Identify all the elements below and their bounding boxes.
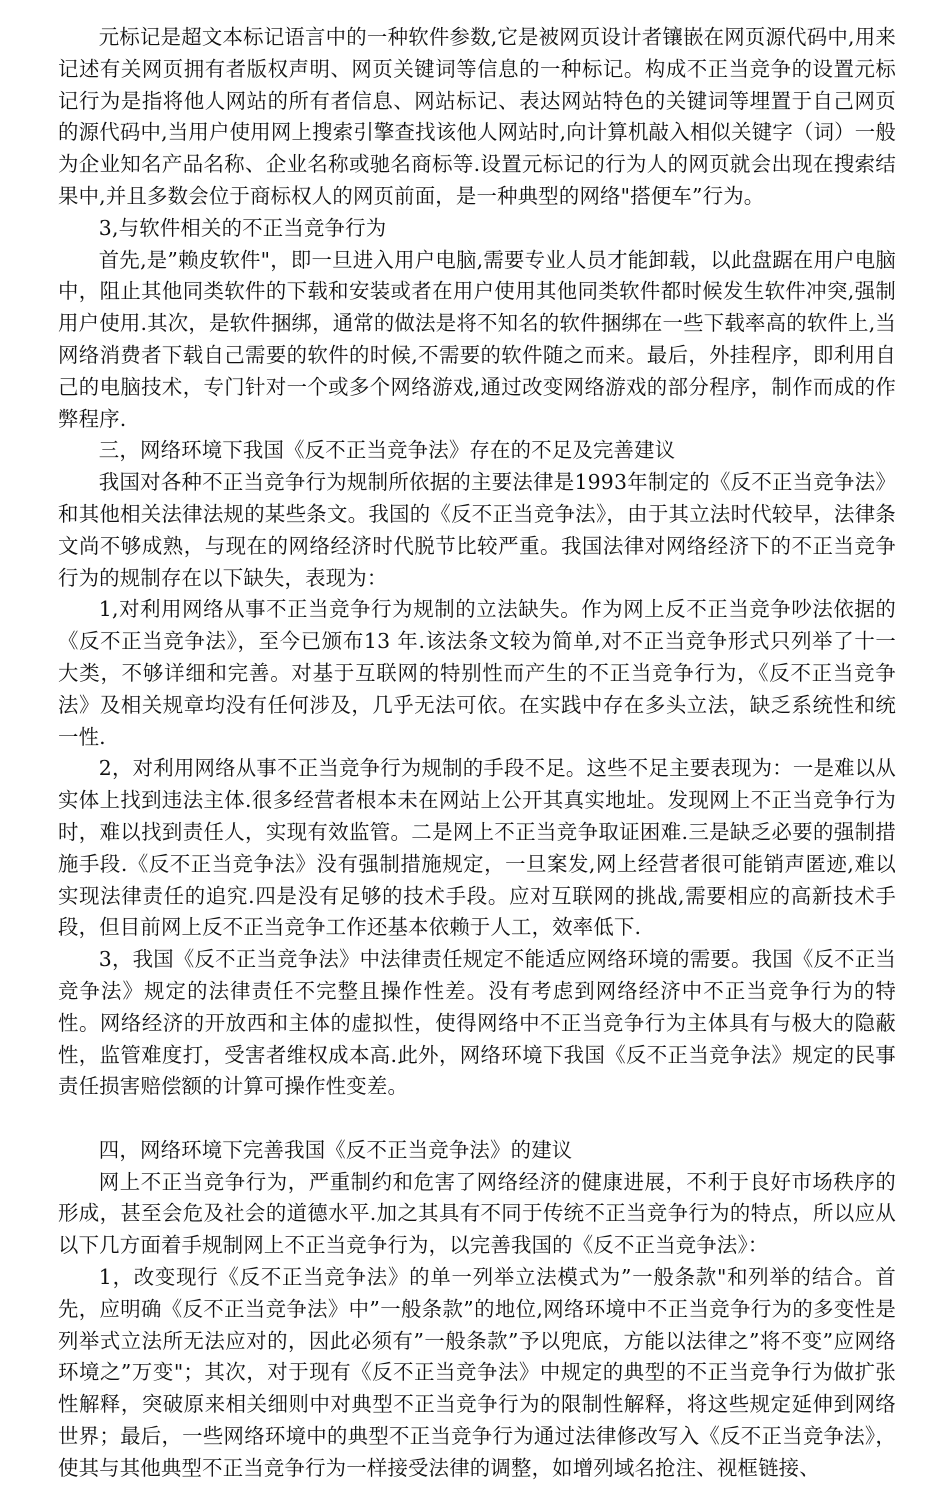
section-heading-four: 四，网络环境下完善我国《反不正当竞争法》的建议 [98, 1137, 573, 1162]
paragraph-point-three: 3，我国《反不正当竞争法》中法律责任规定不能适应网络环境的需要。我国《反不正当竞争法》规定的法律责任不完整且操作性差。没有考虑到网络经济中不正当竞争行为的特性。网络经济的开放西和主体的虚拟性，使得网络中不正当竞争行为主体具有与极大的隐蔽性，监管难度打，受害者维权成本高.此外，网络环境下我国《反不正当竞争法》规定的民事责任损害赔偿额的计算可操作性变差。 [58, 947, 896, 1099]
paragraph-meta-tags: 元标记是超文本标记语言中的一种软件参数,它是被网页设计者镶嵌在网页源代码中,用来记述有关网页拥有者版权声明、网页关键词等信息的一种标记。构成不正当竞争的设置元标记行为是指将他人网站的所有者信息、网站标记、表达网站特色的关键词等埋置于自己网页的源代码中,当用户使用网上搜索引擎查找该他人网站时,向计算机敲入相似关键字（词）一般为企业知名产品名称、企业名称或驰名商标等.设置元标记的行为人的网页就会出现在搜索结果中,并且多数会位于商标权人的网页前面，是一种典型的网络"搭便车”行为。 [58, 25, 896, 208]
section-heading-three: 三，网络环境下我国《反不正当竞争法》存在的不足及完善建议 [98, 438, 676, 463]
paragraph-point-two: 2，对利用网络从事不正当竞争行为规制的手段不足。这些不足主要表现为：一是难以从实体上找到违法主体.很多经营者根本未在网站上公开其真实地址。发现网上不正当竞争行为时，难以找到责任人，实现有效监管。二是网上不正当竞争取证困难.三是缺乏必要的强制措施手段.《反不正当竞争法》没有强制措施规定，一旦案发,网上经营者很可能销声匿迹,难以实现法律责任的追究.四是没有足够的技术手段。应对互联网的挑战,需要相应的高新技术手段，但目前网上反不正当竞争工作还基本依赖于人工，效率低下. [58, 756, 896, 940]
paragraph-law-overview: 我国对各种不正当竞争行为规制所依据的主要法律是1993年制定的《反不正当竞争法》和其他相关法律法规的某些条文。我国的《反不正当竞争法》，由于其立法时代较早，法律条文尚不够成熟，与现在的网络经济时代脱节比较严重。我国法律对网络经济下的不正当竞争行为的规制存在以下缺失，表现为： [58, 470, 896, 590]
heading-software-competition: 3,与软件相关的不正当竞争行为 [98, 215, 387, 240]
document-page [58, 22, 896, 1485]
paragraph-software-practices: 首先,是”赖皮软件"，即一旦进入用户电脑,需要专业人员才能卸载，以此盘踞在用户电脑中，阻止其他同类软件的下载和安装或者在用户使用其他同类软件都时候发生软件冲突,强制用户使用.其次，是软件捆绑，通常的做法是将不知名的软件捆绑在一些下载率高的软件上,当网络消费者下载自己需要的软件的时候,不需要的软件随之而来。最后，外挂程序，即利用自己的电脑技术，专门针对一个或多个网络游戏,通过改变网络游戏的部分程序，制作而成的作弊程序. [58, 247, 896, 431]
paragraph-suggestions-intro: 网上不正当竞争行为，严重制约和危害了网络经济的健康进展，不利于良好市场秩序的形成，甚至会危及社会的道德水平.加之其具有不同于传统不正当竞争行为的特点，所以应从以下几方面着手规制网上不正当竞争行为，以完善我国的《反不正当竞争法》： [58, 1169, 896, 1258]
paragraph-point-one: 1,对利用网络从事不正当竞争行为规制的立法缺失。作为网上反不正当竞争吵法依据的《反不正当竞争法》，至今已颁布13 年.该法条文较为简单,对不正当竞争形式只列举了十一大类，不够详细和完善。对基于互联网的特别性而产生的不正当竞争行为，《反不正当竞争法》及相关规章均没有任何涉及，几乎无法可依。在实践中存在多头立法，缺乏系统性和统一性. [58, 597, 896, 749]
paragraph-suggestion-one: 1，改变现行《反不正当竞争法》的单一列举立法模式为”一般条款"和列举的结合。首先，应明确《反不正当竞争法》中”一般条款”的地位,网络环境中不正当竞争行为的多变性是列举式立法所无法应对的，因此必须有”一般条款”予以兜底，方能以法律之”将不变”应网络环境之”万变"；其次，对于现有《反不正当竞争法》中规定的典型的不正当竞争行为做扩张性解释，突破原来相关细则中对典型不正当竞争行为的限制性解释，将这些规定延伸到网络世界；最后，一些网络环境中的典型不正当竞争行为通过法律修改写入《反不正当竞争法》，使其与其他典型不正当竞争行为一样接受法律的调整，如增列域名抢注、视框链接、 [58, 1265, 896, 1480]
